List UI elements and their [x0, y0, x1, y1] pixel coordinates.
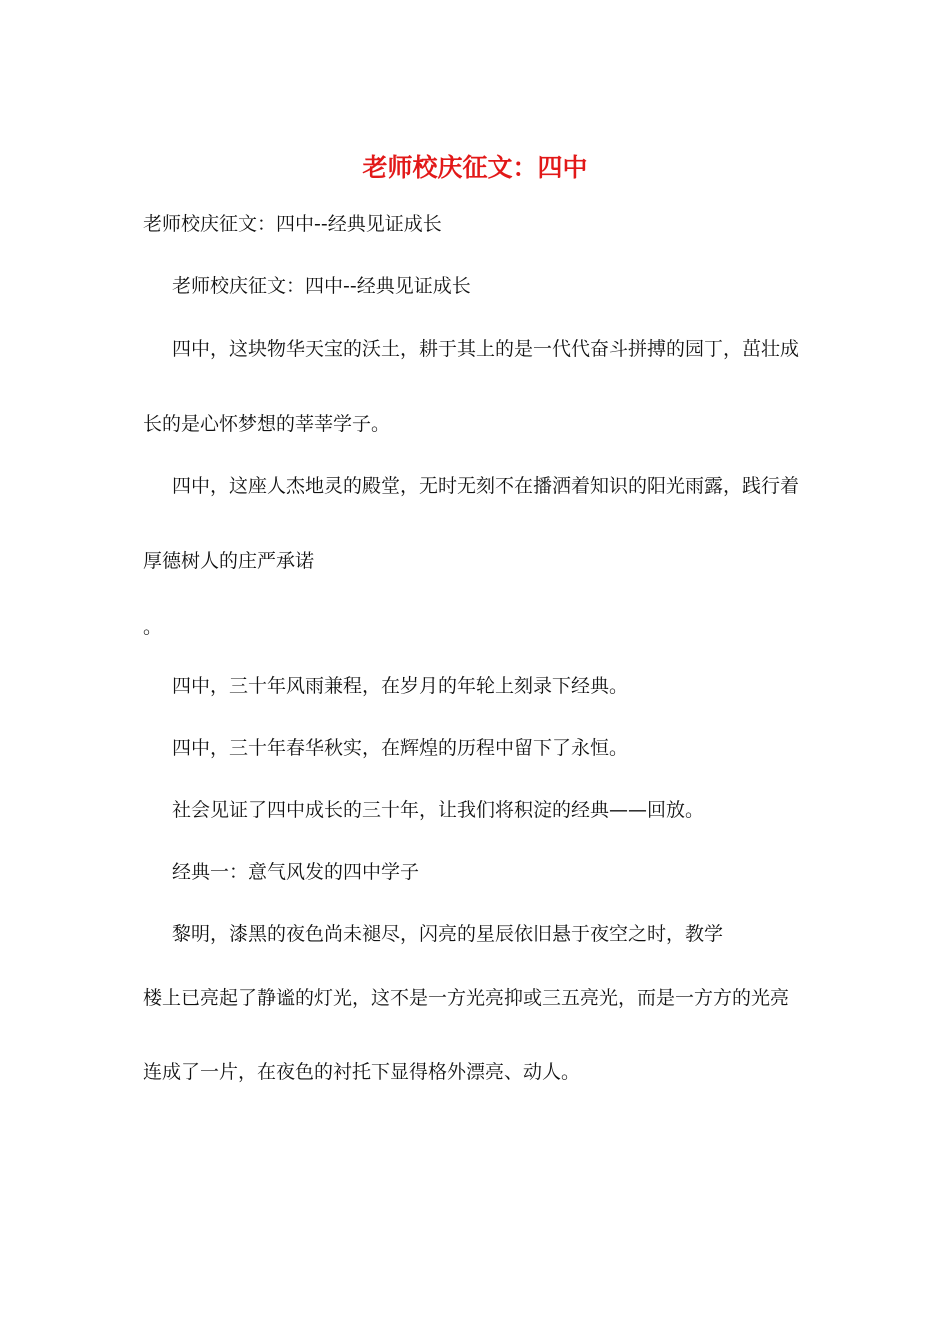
paragraph-line: 四中，三十年风雨兼程，在岁月的年轮上刻录下经典。	[172, 675, 629, 697]
document-title: 老师校庆征文：四中	[362, 153, 588, 182]
paragraph-line: 楼上已亮起了静谧的灯光，这不是一方光亮抑或三五亮光，而是一方方的光亮	[143, 987, 790, 1009]
paragraph-line: 社会见证了四中成长的三十年，让我们将积淀的经典——回放。	[172, 799, 705, 821]
paragraph-line: 四中，这块物华天宝的沃土，耕于其上的是一代代奋斗拼搏的园丁，茁壮成	[172, 338, 800, 360]
paragraph-line: 四中，这座人杰地灵的殿堂，无时无刻不在播洒着知识的阳光雨露，践行着	[172, 475, 800, 497]
paragraph-line: 黎明，漆黑的夜色尚未褪尽，闪亮的星辰依旧悬于夜空之时，教学	[172, 923, 724, 945]
section-heading: 经典一：意气风发的四中学子	[172, 861, 420, 883]
paragraph-line: 四中，三十年春华秋实，在辉煌的历程中留下了永恒。	[172, 737, 629, 759]
paragraph-line: 连成了一片，在夜色的衬托下显得格外漂亮、动人。	[143, 1061, 581, 1083]
subtitle-line: 老师校庆征文：四中--经典见证成长	[143, 213, 442, 235]
paragraph-heading: 老师校庆征文：四中--经典见证成长	[172, 275, 471, 297]
paragraph-line: 厚德树人的庄严承诺	[143, 550, 315, 572]
paragraph-line: 。	[143, 616, 163, 638]
paragraph-line: 长的是心怀梦想的莘莘学子。	[143, 413, 391, 435]
